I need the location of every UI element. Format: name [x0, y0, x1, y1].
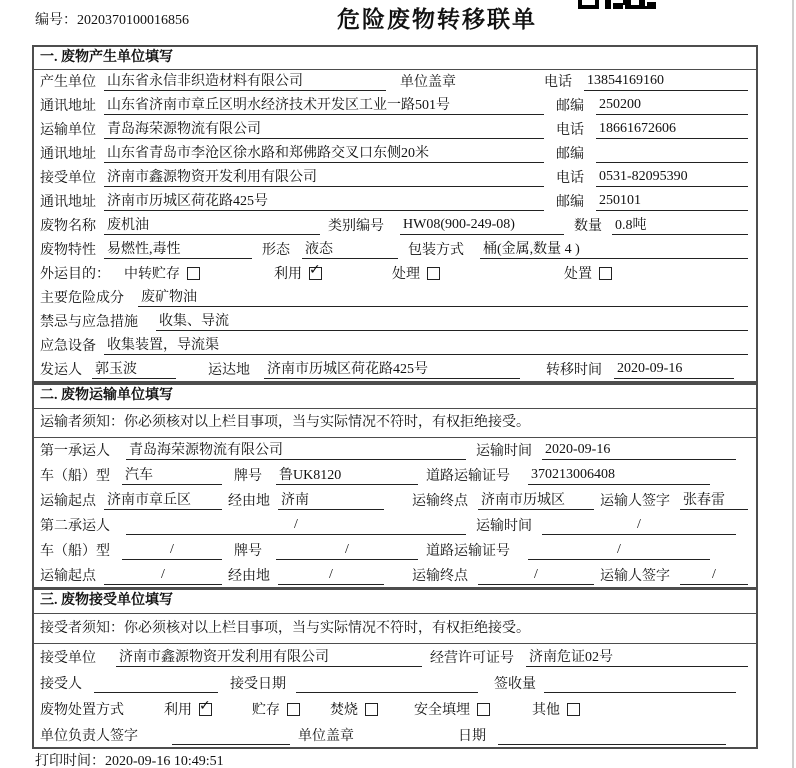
producer-zip-value: 250200: [596, 97, 748, 115]
purpose-label: 外运目的：: [40, 267, 110, 282]
waste-name-value: 废机油: [104, 214, 320, 235]
page-title: 危险废物转移联单: [337, 7, 537, 32]
row-first-carrier: [34, 438, 756, 463]
row-transport-unit: [34, 118, 756, 142]
page-edge-line: [792, 0, 794, 768]
accept-date-label: 接受日期: [230, 677, 286, 692]
accept-person-label: 接受人: [40, 677, 82, 692]
license-value: 济南危证02号: [526, 646, 748, 667]
document-number: [35, 9, 189, 29]
producer-address-value: 山东省济南市章丘区明水经济技术开发区工业一路501号: [104, 94, 544, 115]
transport-address-value: 山东省青岛市李沧区徐水路和郑佛路交叉口东侧20米: [104, 142, 544, 163]
carrier-sign-value: /: [680, 567, 748, 585]
waste-property-value: 易燃性,毒性: [104, 238, 252, 259]
producer-phone-value: 13854169160: [584, 73, 748, 91]
disposal-method-label: 废物处置方式: [40, 703, 124, 718]
section-producer-title: 一. 废物产生单位填写: [34, 47, 756, 70]
quantity-label: 数量: [574, 219, 602, 234]
print-time-value: 2020-09-16 10:49:51: [105, 754, 224, 768]
row-emergency-equipment: [34, 334, 756, 358]
transport-zip-value: [596, 145, 748, 163]
row-accept-person: [34, 670, 756, 696]
checkbox-incinerate-icon: [365, 703, 378, 716]
row-transfer-purpose: [34, 262, 756, 286]
waste-name-label: 废物名称: [40, 219, 96, 234]
transporter-notice: 运输者须知：你必须核对以上栏目事项，当与实际情况不符时，有权拒绝接受。: [34, 409, 756, 438]
row-receiver-unit: [34, 166, 756, 190]
row-waste-properties: [34, 238, 756, 262]
hazard-component-label: 主要危险成分: [40, 291, 124, 306]
phone-label: 电话: [556, 171, 584, 186]
transport-time-label: 运输时间: [476, 519, 532, 534]
checkbox-store-icon: [287, 703, 300, 716]
packaging-value: 桶(金属,数量 4 ): [480, 238, 748, 259]
unit-signature-label: 单位负责人签字: [40, 729, 138, 744]
row-taboo-measures: [34, 310, 756, 334]
checkbox-utilize-icon: [199, 703, 212, 716]
unit-signature-value: [172, 727, 290, 745]
option-label: 其他: [532, 703, 560, 718]
category-code-label: 类别编号: [328, 219, 384, 234]
first-carrier-label: 第一承运人: [40, 444, 110, 459]
second-carrier-value: /: [126, 517, 466, 535]
disposal-option-other: [532, 699, 580, 719]
accept-date-value: [296, 675, 478, 693]
quantity-value: 0.8吨: [612, 214, 748, 235]
destination-label: 运达地: [208, 363, 250, 378]
document-number-value: 2020370100016856: [77, 13, 189, 28]
section-transporter: [32, 383, 758, 589]
row-producer-address: [34, 94, 756, 118]
receiver-unit-value: 济南市鑫源物资开发利用有限公司: [104, 166, 544, 187]
print-time-label: 打印时间：: [35, 754, 105, 768]
address-label: 通讯地址: [40, 147, 96, 162]
vehicle-type-label: 车（船）型: [40, 544, 110, 559]
section-producer: [32, 45, 758, 383]
destination-value: 济南市历城区荷花路425号: [264, 358, 520, 379]
carrier-sign-value: 张春雷: [680, 489, 748, 510]
first-carrier-value: 青岛海荣源物流有限公司: [126, 439, 466, 460]
route-end-value: 济南市历城区: [478, 489, 594, 510]
via-label: 经由地: [228, 569, 270, 584]
disposal-option-utilize: [164, 699, 252, 719]
receiver-phone-value: 0531-82095390: [596, 169, 748, 187]
route-start-label: 运输起点: [40, 569, 96, 584]
option-label: 中转贮存: [124, 267, 180, 282]
road-permit-label: 道路运输证号: [426, 469, 510, 484]
plate-value: 鲁UK8120: [276, 464, 418, 485]
route-end-label: 运输终点: [412, 494, 468, 509]
vehicle-type-label: 车（船）型: [40, 469, 110, 484]
form-label: 形态: [262, 243, 290, 258]
license-label: 经营许可证号: [430, 651, 514, 666]
transport-unit-value: 青岛海荣源物流有限公司: [104, 118, 544, 139]
section-receiver: [32, 588, 758, 749]
via-label: 经由地: [228, 494, 270, 509]
carrier-sign-label: 运输人签字: [600, 494, 670, 509]
checkbox-transfer-storage-icon: [187, 267, 200, 280]
row-receiver-address: [34, 190, 756, 214]
vehicle-type-value: 汽车: [122, 464, 222, 485]
checkbox-utilize-icon: [309, 267, 322, 280]
packaging-label: 包装方式: [408, 243, 464, 258]
emergency-equipment-label: 应急设备: [40, 339, 96, 354]
option-label: 利用: [274, 267, 302, 282]
plate-value: /: [276, 542, 418, 560]
accept-person-value: [94, 675, 218, 693]
via-value: /: [278, 567, 384, 585]
date-value: [498, 727, 726, 745]
row-producer-unit: [34, 70, 756, 94]
route-start-label: 运输起点: [40, 494, 96, 509]
road-permit-label: 道路运输证号: [426, 544, 510, 559]
option-label: 处理: [392, 267, 420, 282]
receiver-address-value: 济南市历城区荷花路425号: [104, 190, 544, 211]
purpose-option-storage: [124, 263, 274, 283]
option-label: 安全填埋: [414, 703, 470, 718]
road-permit-value: /: [528, 542, 710, 560]
section-receiver-title: 三. 废物接受单位填写: [34, 590, 756, 614]
option-label: 焚烧: [330, 703, 358, 718]
transport-time-label: 运输时间: [476, 444, 532, 459]
section-transporter-title: 二. 废物运输单位填写: [34, 385, 756, 409]
checkbox-other-icon: [567, 703, 580, 716]
row-route-1: [34, 488, 756, 513]
disposal-option-incinerate: [330, 699, 414, 719]
route-end-value: /: [478, 567, 594, 585]
signed-quantity-value: [544, 675, 736, 693]
option-label: 利用: [164, 703, 192, 718]
row-route-2: [34, 563, 756, 588]
qr-code-fragment-icon: [578, 0, 656, 9]
purpose-option-dispose: [564, 263, 612, 283]
emergency-equipment-value: 收集装置，导流渠: [104, 334, 748, 355]
checkbox-treat-icon: [427, 267, 440, 280]
accept-unit-label: 接受单位: [40, 651, 96, 666]
accept-unit-value: 济南市鑫源物资开发利用有限公司: [116, 646, 422, 667]
disposal-option-store: [252, 699, 330, 719]
hazard-component-value: 废矿物油: [138, 286, 748, 307]
transport-unit-label: 运输单位: [40, 123, 96, 138]
transfer-time-label: 转移时间: [546, 363, 602, 378]
route-start-value: 济南市章丘区: [104, 489, 222, 510]
form-value: 液态: [302, 238, 398, 259]
option-label: 贮存: [252, 703, 280, 718]
unit-stamp-label: 单位盖章: [298, 729, 354, 744]
checkbox-dispose-icon: [599, 267, 612, 280]
phone-label: 电话: [544, 75, 572, 90]
row-disposal-method: [34, 696, 756, 722]
transport-time-value: /: [542, 517, 736, 535]
producer-unit-value: 山东省永信非织造材料有限公司: [104, 70, 386, 91]
transport-phone-value: 18661672606: [596, 121, 748, 139]
option-label: 处置: [564, 267, 592, 282]
row-sender: [34, 358, 756, 382]
plate-label: 牌号: [234, 544, 262, 559]
row-unit-signature: [34, 722, 756, 748]
address-label: 通讯地址: [40, 195, 96, 210]
carrier-sign-label: 运输人签字: [600, 569, 670, 584]
receiver-zip-value: 250101: [596, 193, 748, 211]
document-number-label: 编号：: [35, 13, 77, 28]
row-hazard-component: [34, 286, 756, 310]
transfer-time-value: 2020-09-16: [614, 361, 734, 379]
route-start-value: /: [104, 567, 222, 585]
waste-property-label: 废物特性: [40, 243, 96, 258]
receiver-notice: 接受者须知：你必须核对以上栏目事项，当与实际情况不符时，有权拒绝接受。: [34, 614, 756, 644]
zip-label: 邮编: [556, 147, 584, 162]
road-permit-value: 370213006408: [528, 467, 710, 485]
purpose-option-treat: [392, 263, 564, 283]
disposal-option-landfill: [414, 699, 532, 719]
producer-unit-label: 产生单位: [40, 75, 96, 90]
plate-label: 牌号: [234, 469, 262, 484]
zip-label: 邮编: [556, 195, 584, 210]
vehicle-type-value: /: [122, 542, 222, 560]
row-accept-unit: [34, 644, 756, 670]
row-transport-address: [34, 142, 756, 166]
taboo-measures-value: 收集、导流: [156, 310, 748, 331]
print-time: [35, 750, 224, 768]
taboo-measures-label: 禁忌与应急措施: [40, 315, 138, 330]
zip-label: 邮编: [556, 99, 584, 114]
category-code-value: HW08(900-249-08): [400, 217, 564, 235]
route-end-label: 运输终点: [412, 569, 468, 584]
address-label: 通讯地址: [40, 99, 96, 114]
date-label: 日期: [458, 729, 486, 744]
second-carrier-label: 第二承运人: [40, 519, 110, 534]
row-vehicle-2: [34, 538, 756, 563]
purpose-option-utilize: [274, 263, 392, 283]
unit-stamp-label: 单位盖章: [400, 75, 456, 90]
transport-time-value: 2020-09-16: [542, 442, 736, 460]
row-waste-name: [34, 214, 756, 238]
sender-label: 发运人: [40, 363, 82, 378]
row-second-carrier: [34, 513, 756, 538]
row-vehicle-1: [34, 463, 756, 488]
checkbox-landfill-icon: [477, 703, 490, 716]
receiver-unit-label: 接受单位: [40, 171, 96, 186]
signed-quantity-label: 签收量: [494, 677, 536, 692]
via-value: 济南: [278, 489, 384, 510]
sender-value: 郭玉波: [92, 358, 176, 379]
phone-label: 电话: [556, 123, 584, 138]
